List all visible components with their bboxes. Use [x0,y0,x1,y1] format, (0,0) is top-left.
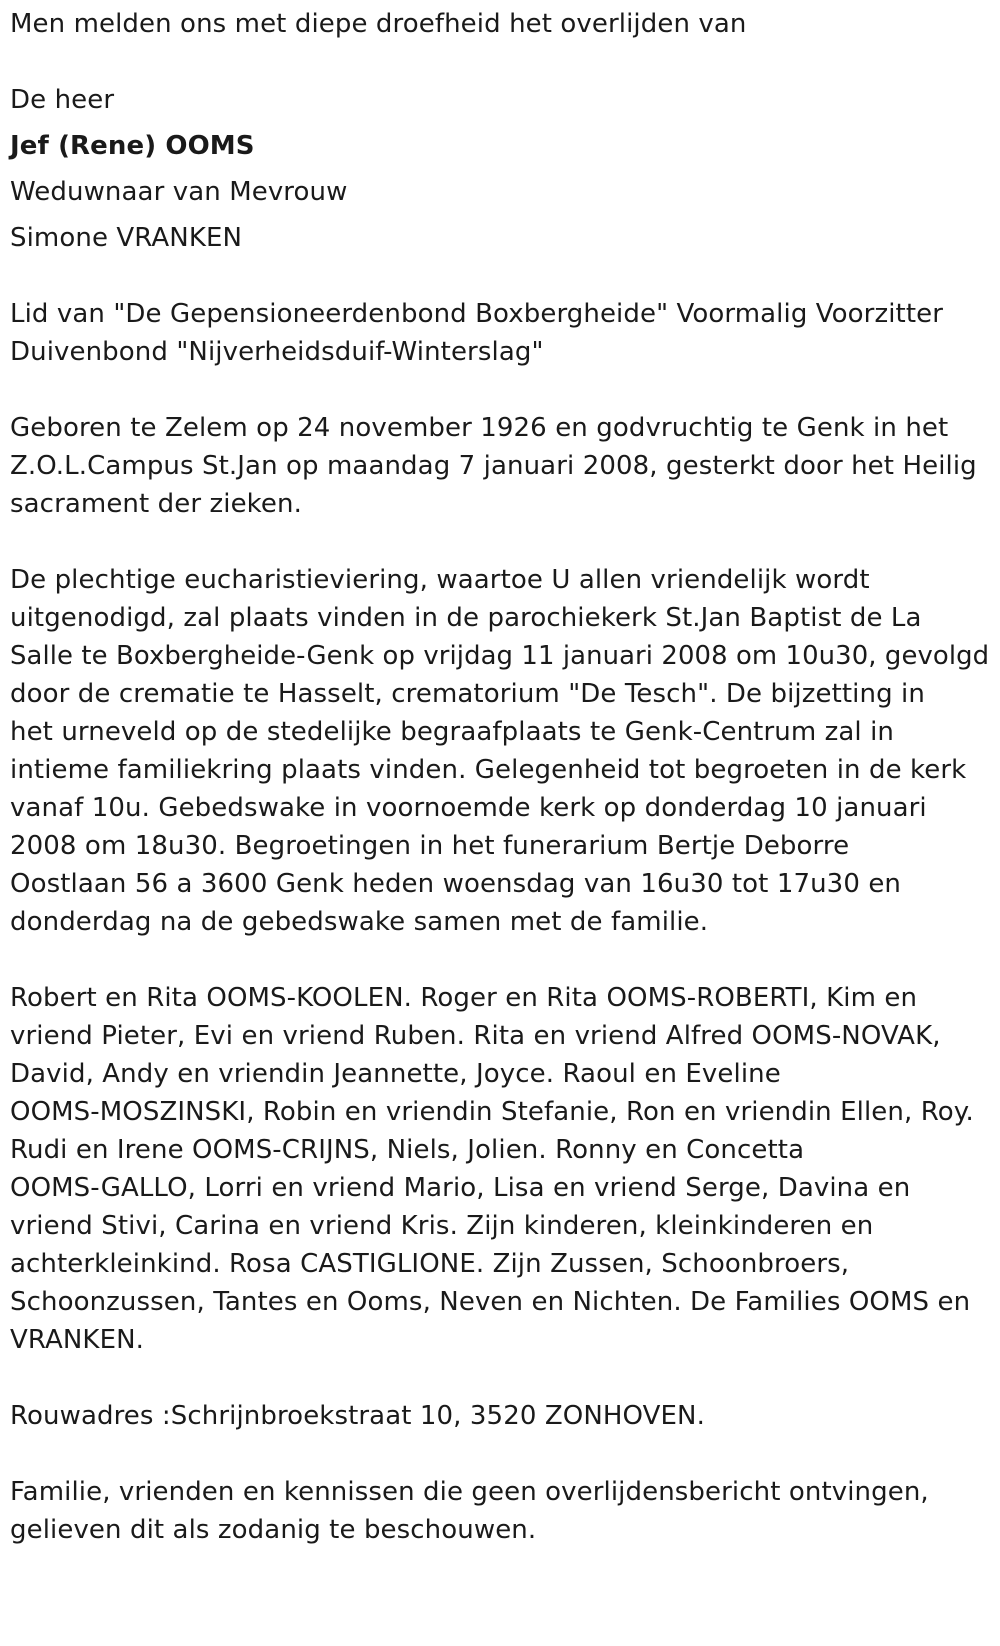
ceremony-line: De plechtige eucharistieviering, waartoe U allen vriendelijk wordt [10,565,870,595]
ceremony-line: Oostlaan 56 a 3600 Genk heden woensdag van 16u30 tot 17u30 en [10,869,902,899]
ceremony-line: intieme familiekring plaats vinden. Gelegenheid tot begroeten in de kerk [10,755,967,785]
birth-death-line: Z.O.L.Campus St.Jan op maandag 7 januari 2008, gesterkt door het Heilig [10,451,977,481]
ceremony-line: 2008 om 18u30. Begroetingen in het funerarium Bertje Deborre [10,831,850,861]
ceremony-line: vanaf 10u. Gebedswake in voornoemde kerk op donderdag 10 januari [10,793,927,823]
family-line: OOMS-MOSZINSKI, Robin en vriendin Stefanie, Ron en vriendin Ellen, Roy. [10,1097,974,1127]
family-line: Rudi en Irene OOMS-CRIJNS, Niels, Jolien. Ronny en Concetta [10,1135,805,1165]
ceremony-line: donderdag na de gebedswake samen met de familie. [10,907,709,937]
birth-death-line: sacrament der zieken. [10,489,302,519]
closing-line: gelieven dit als zodanig te beschouwen. [10,1515,537,1545]
family-line: OOMS-GALLO, Lorri en vriend Mario, Lisa en vriend Serge, Davina en [10,1173,911,1203]
family-line: VRANKEN. [10,1325,145,1355]
family-line: David, Andy en vriendin Jeannette, Joyce. Raoul en Eveline [10,1059,781,1089]
mourning-address: Rouwadres :Schrijnbroekstraat 10, 3520 ZONHOVEN. [10,1401,705,1431]
family-line: vriend Stivi, Carina en vriend Kris. Zijn kinderen, kleinkinderen en [10,1211,874,1241]
family-line: vriend Pieter, Evi en vriend Ruben. Rita en vriend Alfred OOMS-NOVAK, [10,1021,941,1051]
closing-line: Familie, vrienden en kennissen die geen overlijdensbericht ontvingen, [10,1477,929,1507]
ceremony-line: het urneveld op de stedelijke begraafplaats te Genk-Centrum zal in [10,717,895,747]
ceremony-line: Salle te Boxbergheide-Genk op vrijdag 11 januari 2008 om 10u30, gevolgd [10,641,990,671]
family-line: Schoonzussen, Tantes en Ooms, Neven en Nichten. De Families OOMS en [10,1287,971,1317]
birth-death-line: Geboren te Zelem op 24 november 1926 en godvruchtig te Genk in het [10,413,949,443]
ceremony-line: door de crematie te Hasselt, crematorium "De Tesch". De bijzetting in [10,679,925,709]
deceased-name: Jef (Rene) OOMS [10,131,255,161]
salutation: De heer [10,85,115,115]
membership-line: Duivenbond "Nijverheidsduif-Winterslag" [10,337,544,367]
ceremony-line: uitgenodigd, zal plaats vinden in de parochiekerk St.Jan Baptist de La [10,603,922,633]
family-line: achterkleinkind. Rosa CASTIGLIONE. Zijn Zussen, Schoonbroers, [10,1249,850,1279]
spouse-name: Simone VRANKEN [10,223,243,253]
widower-line: Weduwnaar van Mevrouw [10,177,348,207]
membership-line: Lid van "De Gepensioneerdenbond Boxbergheide" Voormalig Voorzitter [10,299,944,329]
intro-text: Men melden ons met diepe droefheid het overlijden van [10,9,747,39]
family-line: Robert en Rita OOMS-KOOLEN. Roger en Rita OOMS-ROBERTI, Kim en [10,983,918,1013]
